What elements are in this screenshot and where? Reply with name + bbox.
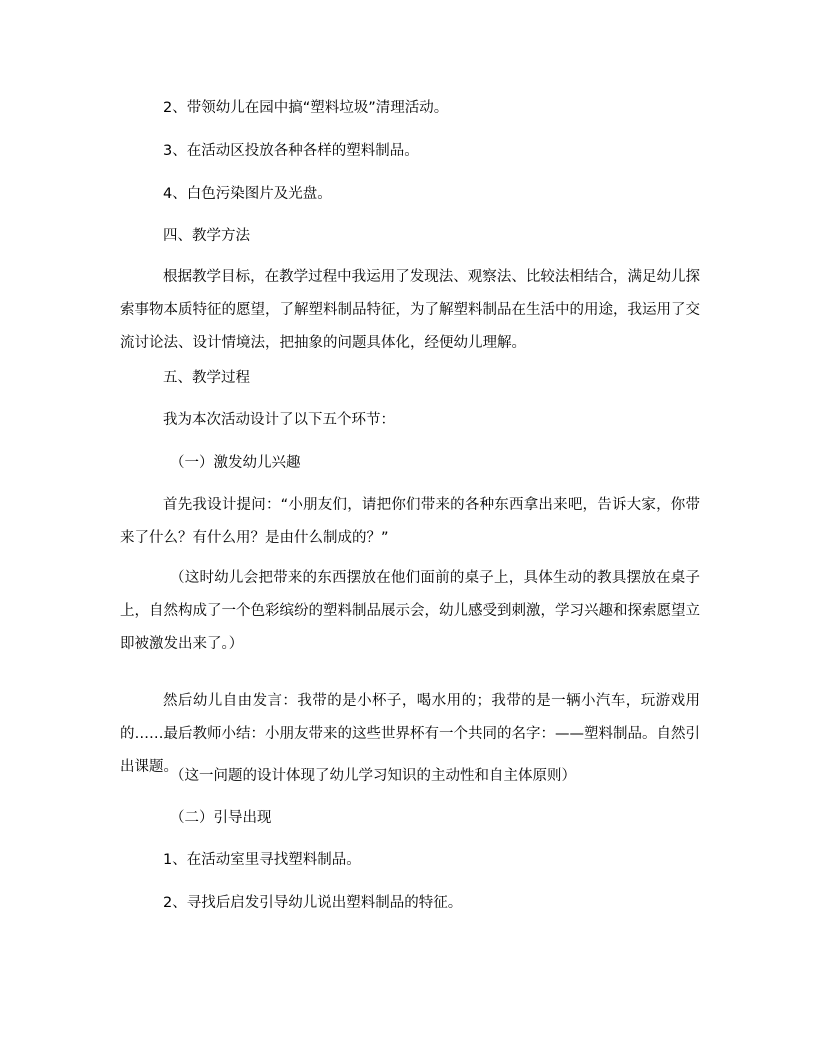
paragraph-item-find: 1、在活动室里寻找塑料制品。	[163, 852, 361, 868]
paragraph-item-3: 3、在活动区投放各种各样的塑料制品。	[163, 143, 419, 159]
paragraph-question: 首先我设计提问：“小朋友们，请把你们带来的各种东西拿出来吧，告诉大家，你带来了什么？有什么用？是由什么制成的？”	[120, 497, 700, 546]
subheading-stimulate-interest: （一）激发幼儿兴趣	[170, 455, 301, 471]
paragraph-note-principle: （这一问题的设计体现了幼儿学习知识的主动性和自主体原则）	[170, 768, 576, 784]
paragraph-teaching-method: 根据教学目标，在教学过程中我运用了发现法、观察法、比较法相结合，满足幼儿探索事物本质特征的愿望，了解塑料制品特征，为了解塑料制品在生活中的用途，我运用了交流讨论法、设计情境法，把抽象的问题具体化，经便幼儿理解。	[120, 269, 700, 351]
paragraph-note-display: （这时幼儿会把带来的东西摆放在他们面前的桌子上，具体生动的教具摆放在桌子上，自然构成了一个色彩缤纷的塑料制品展示会，幼儿感受到刺激，学习兴趣和探索愿望立即被激发出来了。）	[120, 570, 700, 652]
paragraph-item-4: 4、白色污染图片及光盘。	[163, 186, 332, 202]
paragraph-five-steps: 我为本次活动设计了以下五个环节：	[163, 412, 395, 428]
paragraph-item-2: 2、带领幼儿在园中搞“塑料垃圾”清理活动。	[163, 100, 449, 116]
section-heading-teaching-method: 四、教学方法	[163, 228, 250, 244]
paragraph-free-speech: 然后幼儿自由发言：我带的是小杯子，喝水用的；我带的是一辆小汽车，玩游戏用的……最后教师小结：小朋友带来的这些世界杯有一个共同的名字：——塑料制品。自然引出课题。	[120, 693, 700, 775]
section-heading-teaching-process: 五、教学过程	[163, 370, 250, 386]
paragraph-item-features: 2、寻找后启发引导幼儿说出塑料制品的特征。	[163, 895, 463, 911]
subheading-guide: （二）引导出现	[170, 810, 272, 826]
